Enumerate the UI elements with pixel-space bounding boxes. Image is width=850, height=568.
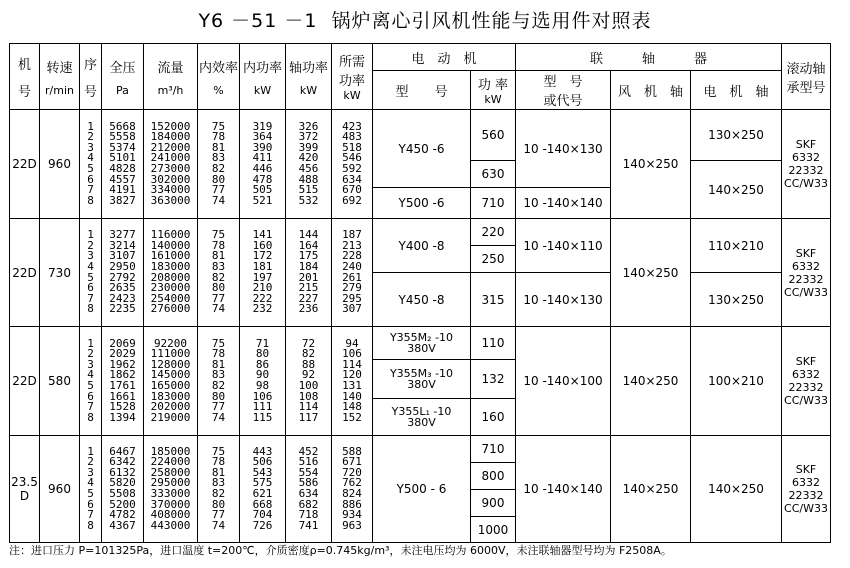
header-speed: 转速 r/min — [40, 44, 80, 110]
pressure-cell: 6467 6342 6132 5820 5508 5200 4782 4367 — [102, 436, 144, 543]
internal-power-cell: 443 506 543 575 621 668 704 726 — [240, 436, 286, 543]
speed-cell: 960 — [40, 436, 80, 543]
coupling-model-cell: 10 -140×110 — [516, 219, 611, 273]
shaft-power-cell: 452 516 554 586 634 682 718 741 — [286, 436, 332, 543]
machine-cell: 22D — [10, 219, 40, 327]
motor-model-cell: Y355L₁ -10 380V — [373, 399, 471, 436]
page-title: Y6 －51 －1 锅炉离心引风机性能与选用件对照表 — [198, 10, 652, 32]
fan-shaft-cell: 140×250 — [611, 219, 691, 327]
header-motor-shaft: 电 机 轴 — [691, 71, 782, 110]
pressure-cell: 2069 2029 1962 1862 1761 1661 1528 1394 — [102, 327, 144, 436]
header-coupling-model: 型 号 或代号 — [516, 71, 611, 110]
bearing-cell: SKF 6332 22332 CC/W33 — [782, 219, 831, 327]
header-internal-power: 内功率 kW — [240, 44, 286, 110]
shaft-power-cell: 326 372 399 420 456 488 515 532 — [286, 110, 332, 219]
flow-cell: 185000 224000 258000 295000 333000 370000 408000 443000 — [144, 436, 198, 543]
seq-cell: 1 2 3 4 5 6 7 8 — [80, 327, 102, 436]
seq-cell: 1 2 3 4 5 6 7 8 — [80, 436, 102, 543]
header-pressure: 全压 Pa — [102, 44, 144, 110]
header-coupling: 联 轴 器 — [516, 44, 782, 71]
efficiency-cell: 75 78 81 83 82 80 77 74 — [198, 219, 240, 327]
speed-cell: 580 — [40, 327, 80, 436]
motor-power-cell: 132 — [471, 360, 516, 399]
motor-model-cell: Y400 -8 — [373, 219, 471, 273]
required-power-cell: 588 671 720 762 824 886 934 963 — [332, 436, 373, 543]
motor-model-cell: Y500 - 6 — [373, 436, 471, 543]
header-motor-power: 功 率 kW — [471, 71, 516, 110]
motor-model-cell: Y450 -6 — [373, 110, 471, 188]
machine-cell: 22D — [10, 110, 40, 219]
motor-power-cell: 630 — [471, 161, 516, 188]
motor-power-cell: 800 — [471, 463, 516, 490]
header-motor-model: 型 号 — [373, 71, 471, 110]
coupling-model-cell: 10 -140×140 — [516, 188, 611, 219]
machine-cell: 23.5 D — [10, 436, 40, 543]
fan-shaft-cell: 140×250 — [611, 327, 691, 436]
motor-power-cell: 110 — [471, 327, 516, 360]
seq-cell: 1 2 3 4 5 6 7 8 — [80, 219, 102, 327]
internal-power-cell: 141 160 172 181 197 210 222 232 — [240, 219, 286, 327]
flow-cell: 116000 140000 161000 183000 208000 230000 254000 276000 — [144, 219, 198, 327]
seq-cell: 1 2 3 4 5 6 7 8 — [80, 110, 102, 219]
coupling-model-cell: 10 -140×130 — [516, 273, 611, 327]
motor-model-cell: Y355M₃ -10 380V — [373, 360, 471, 399]
shaft-power-cell: 144 164 175 184 201 215 227 236 — [286, 219, 332, 327]
motor-model-cell: Y450 -8 — [373, 273, 471, 327]
performance-table — [9, 43, 831, 543]
motor-power-cell: 250 — [471, 246, 516, 273]
bearing-cell: SKF 6332 22332 CC/W33 — [782, 110, 831, 219]
motor-shaft-cell: 110×210 — [691, 219, 782, 273]
machine-cell: 22D — [10, 327, 40, 436]
coupling-model-cell: 10 -140×140 — [516, 436, 611, 543]
header-shaft-power: 轴功率 kW — [286, 44, 332, 110]
bearing-cell: SKF 6332 22332 CC/W33 — [782, 436, 831, 543]
header-flow: 流量 m³/h — [144, 44, 198, 110]
required-power-cell: 423 483 518 546 592 634 670 692 — [332, 110, 373, 219]
required-power-cell: 94 106 114 120 131 140 148 152 — [332, 327, 373, 436]
motor-power-cell: 220 — [471, 219, 516, 246]
shaft-power-cell: 72 82 88 92 100 108 114 117 — [286, 327, 332, 436]
header-required-power: 所需 功率 kW — [332, 44, 373, 110]
speed-cell: 730 — [40, 219, 80, 327]
efficiency-cell: 75 78 81 83 82 80 77 74 — [198, 327, 240, 436]
motor-power-cell: 710 — [471, 436, 516, 463]
motor-shaft-cell: 130×250 — [691, 273, 782, 327]
internal-power-cell: 71 80 86 90 98 106 111 115 — [240, 327, 286, 436]
efficiency-cell: 75 78 81 83 82 80 77 74 — [198, 110, 240, 219]
motor-power-cell: 560 — [471, 110, 516, 161]
motor-power-cell: 710 — [471, 188, 516, 219]
header-fan-shaft: 风 机 轴 — [611, 71, 691, 110]
flow-cell: 152000 184000 212000 241000 273000 302000 334000 363000 — [144, 110, 198, 219]
header-seq: 序 号 — [80, 44, 102, 110]
motor-shaft-cell: 100×210 — [691, 327, 782, 436]
required-power-cell: 187 213 228 240 261 279 295 307 — [332, 219, 373, 327]
motor-power-cell: 160 — [471, 399, 516, 436]
speed-cell: 960 — [40, 110, 80, 219]
header-bearing: 滚动轴 承型号 — [782, 44, 831, 110]
footnote: 注：进口压力 P=101325Pa，进口温度 t=200℃，介质密度ρ=0.745kg/m³，未注电压均为 6000V，未注联轴器型号均为 F2508A。 — [9, 544, 672, 557]
pressure-cell: 5668 5558 5374 5101 4828 4557 4191 3827 — [102, 110, 144, 219]
flow-cell: 92200 111000 128000 145000 165000 183000 202000 219000 — [144, 327, 198, 436]
motor-power-cell: 315 — [471, 273, 516, 327]
motor-shaft-cell: 130×250 — [691, 110, 782, 161]
motor-shaft-cell: 140×250 — [691, 436, 782, 543]
coupling-model-cell: 10 -140×130 — [516, 110, 611, 188]
fan-shaft-cell: 140×250 — [611, 110, 691, 219]
motor-power-cell: 1000 — [471, 517, 516, 543]
coupling-model-cell: 10 -140×100 — [516, 327, 611, 436]
motor-shaft-cell: 140×250 — [691, 161, 782, 219]
motor-model-cell: Y355M₂ -10 380V — [373, 327, 471, 360]
motor-model-cell: Y500 -6 — [373, 188, 471, 219]
header-efficiency: 内效率 % — [198, 44, 240, 110]
header-machine: 机 号 — [10, 44, 40, 110]
fan-shaft-cell: 140×250 — [611, 436, 691, 543]
pressure-cell: 3277 3214 3107 2950 2792 2635 2423 2235 — [102, 219, 144, 327]
header-motor: 电 动 机 — [373, 44, 516, 71]
motor-power-cell: 900 — [471, 490, 516, 517]
bearing-cell: SKF 6332 22332 CC/W33 — [782, 327, 831, 436]
efficiency-cell: 75 78 81 83 82 80 77 74 — [198, 436, 240, 543]
internal-power-cell: 319 364 390 411 446 478 505 521 — [240, 110, 286, 219]
